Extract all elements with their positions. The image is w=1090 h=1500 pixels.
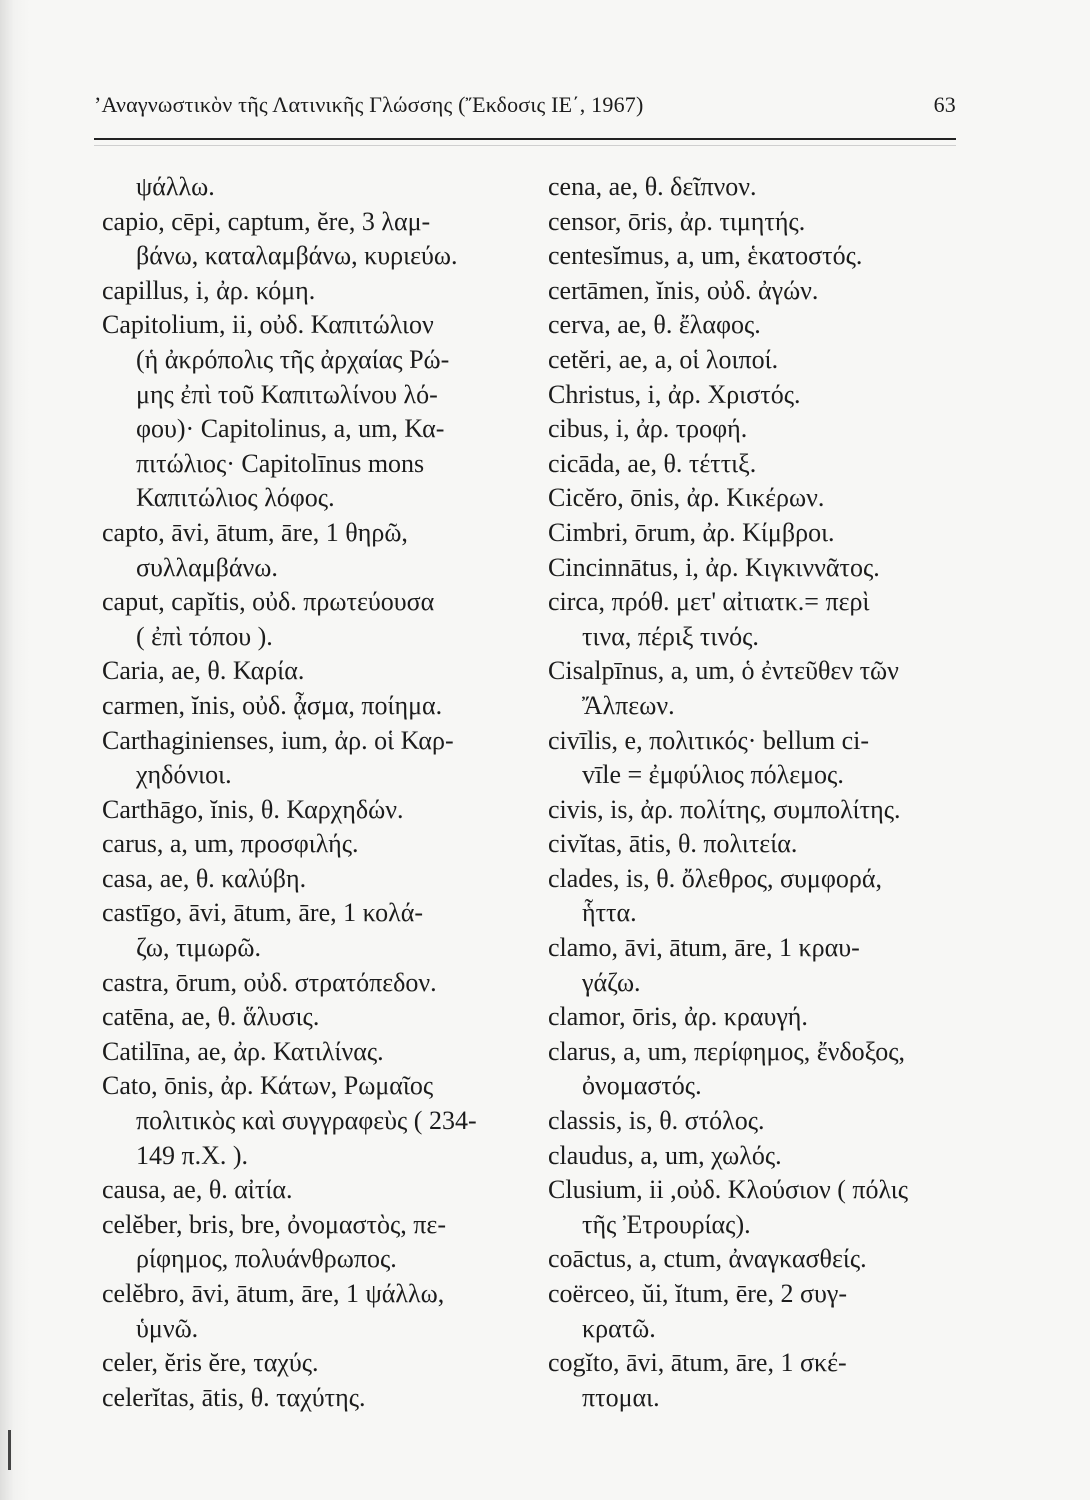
glossary-line: Carthaginienses, ium, ἀρ. οἱ Καρ- [102, 725, 454, 755]
glossary-line: cibus, i, ἀρ. τροφή. [548, 414, 748, 444]
glossary-line: capio, cēpi, captum, ĕre, 3 λαμ- [102, 206, 431, 236]
glossary-line: ὑμνῶ. [136, 1313, 199, 1343]
glossary-line: τινα, πέριξ τινός. [582, 621, 759, 651]
glossary-line: claudus, a, um, χωλός. [548, 1140, 782, 1170]
glossary-line: Cisalpīnus, a, um, ὁ ἐντεῦθεν τῶν [548, 656, 899, 686]
glossary-line: μης ἐπὶ τοῦ Καπιτωλίνου λό- [136, 379, 438, 409]
glossary-line: casa, ae, θ. καλύβη. [102, 863, 307, 893]
glossary-line: Cincinnātus, i, ἀρ. Κιγκιννᾶτος. [548, 552, 880, 582]
header-rule [94, 138, 956, 140]
page-number: 63 [933, 92, 956, 117]
glossary-line: vīle = ἐμφύλιος πόλεμος. [582, 760, 844, 790]
right-glossary-column [548, 170, 964, 1415]
glossary-line: clamo, āvi, ātum, āre, 1 κραυ- [548, 933, 860, 963]
glossary-line: τῆς Ἐτρουρίας). [582, 1209, 751, 1239]
glossary-line: caput, capĭtis, οὐδ. πρωτεύουσα [102, 587, 435, 617]
glossary-line: 149 π.Χ. ). [136, 1140, 249, 1170]
glossary-line: coāctus, a, ctum, ἀναγκασθείς. [548, 1244, 867, 1274]
glossary-line: συλλαμβάνω. [136, 552, 278, 582]
glossary-line: certāmen, ĭnis, οὐδ. ἀγών. [548, 275, 819, 305]
glossary-line: cena, ae, θ. δεῖπνον. [548, 172, 757, 201]
glossary-line: centesĭmus, a, um, ἑκατοστός. [548, 241, 863, 271]
glossary-line: Ἄλπεων. [582, 690, 675, 720]
glossary-line: castīgo, āvi, ātum, āre, 1 κολά- [102, 898, 424, 928]
glossary-line: φου)· Capitolinus, a, um, Κα- [136, 414, 445, 444]
glossary-line: Clusium, ii ,οὐδ. Κλούσιον ( πόλις [548, 1175, 909, 1205]
glossary-line: carus, a, um, προσφιλής. [102, 829, 359, 859]
glossary-line: causa, ae, θ. αἰτία. [102, 1175, 293, 1205]
glossary-line: celer, ĕris ĕre, ταχύς. [102, 1348, 319, 1378]
glossary-line: celerĭtas, ātis, θ. ταχύτης. [102, 1382, 366, 1412]
glossary-line: Capitolium, ii, οὐδ. Καπιτώλιον [102, 310, 434, 340]
glossary-line: χηδόνιοι. [136, 760, 232, 790]
glossary-line: catēna, ae, θ. ἅλυσις. [102, 1002, 320, 1032]
glossary-line: celĕbro, āvi, ātum, āre, 1 ψάλλω, [102, 1279, 445, 1308]
glossary-line: celĕber, bris, bre, ὀνομαστὸς, πε- [102, 1209, 446, 1239]
glossary-line: Cato, ōnis, ἀρ. Κάτων, Ρωμαῖος [102, 1071, 434, 1101]
glossary-line: ἧττα. [582, 898, 637, 928]
glossary-line: πιτώλιος· Capitolīnus mons [136, 448, 425, 478]
glossary-line: capillus, i, ἀρ. κόμη. [102, 275, 316, 305]
glossary-line: γάζω. [582, 967, 641, 997]
glossary-line: Καπιτώλιος λόφος. [136, 483, 335, 513]
glossary-line: ὀνομαστός. [582, 1071, 702, 1101]
glossary-line: carmen, ĭnis, οὐδ. ᾆσμα, ποίημα. [102, 690, 443, 720]
glossary-line: Carthāgo, ĭnis, θ. Καρχηδών. [102, 794, 404, 824]
binding-mark [8, 1430, 11, 1470]
glossary-line: censor, ōris, ἀρ. τιμητής. [548, 206, 806, 236]
glossary-line: ζω, τιμωρῶ. [136, 933, 262, 963]
glossary-line: Cicĕro, ōnis, ἀρ. Κικέρων. [548, 483, 825, 513]
glossary-line: clarus, a, um, περίφημος, ἔνδοξος, [548, 1036, 906, 1066]
glossary-line: βάνω, καταλαμβάνω, κυριεύω. [136, 241, 458, 271]
glossary-line: Christus, i, ἀρ. Χριστός. [548, 379, 801, 409]
glossary-line: castra, ōrum, οὐδ. στρατόπεδον. [102, 967, 437, 997]
left-glossary-column [102, 170, 494, 1415]
glossary-line: civĭtas, ātis, θ. πολιτεία. [548, 829, 798, 859]
glossary-line: Caria, ae, θ. Καρία. [102, 656, 305, 686]
glossary-line: κρατῶ. [582, 1313, 656, 1343]
glossary-line: circa, πρόθ. μετ' αἰτιατκ.= περὶ [548, 587, 870, 617]
glossary-line: capto, āvi, ātum, āre, 1 θηρῶ, [102, 517, 408, 547]
glossary-line: clamor, ōris, ἀρ. κραυγή. [548, 1002, 808, 1032]
glossary-line: civis, is, ἀρ. πολίτης, συμπολίτης. [548, 794, 901, 824]
glossary-line: cogĭto, āvi, ātum, āre, 1 σκέ- [548, 1348, 847, 1378]
glossary-line: Cimbri, ōrum, ἀρ. Κίμβροι. [548, 517, 835, 547]
glossary-line: cicāda, ae, θ. τέττιξ. [548, 448, 757, 478]
glossary-line: ( ἐπὶ τόπου ). [136, 621, 273, 651]
glossary-line: Catilīna, ae, ἀρ. Κατιλίνας. [102, 1036, 384, 1066]
glossary-line: (ἡ ἀκρόπολις τῆς ἀρχαίας Ρώ- [136, 344, 450, 374]
header-title: ’Αναγνωστικὸν τῆς Λατινικῆς Γλώσσης (Ἔκδοσις ΙΕ΄, 1967) [94, 92, 644, 117]
glossary-line: civīlis, e, πολιτικός· bellum ci- [548, 725, 870, 755]
running-header [94, 92, 956, 128]
header-rule-shadow [94, 145, 956, 146]
glossary-line: πολιτικὸς καὶ συγγραφεὺς ( 234- [136, 1106, 477, 1136]
glossary-line: cetĕri, ae, a, οἱ λοιποί. [548, 344, 779, 374]
glossary-line: clades, is, θ. ὄλεθρος, συμφορά, [548, 863, 882, 893]
glossary-line: classis, is, θ. στόλος. [548, 1106, 765, 1136]
glossary-line: cerva, ae, θ. ἔλαφος. [548, 310, 761, 340]
glossary-line: ψάλλω. [136, 172, 215, 201]
glossary-line: ρίφημος, πολυάνθρωπος. [136, 1244, 397, 1274]
glossary-line: coërceo, ŭi, ĭtum, ēre, 2 συγ- [548, 1279, 847, 1308]
glossary-line: πτομαι. [582, 1382, 660, 1412]
